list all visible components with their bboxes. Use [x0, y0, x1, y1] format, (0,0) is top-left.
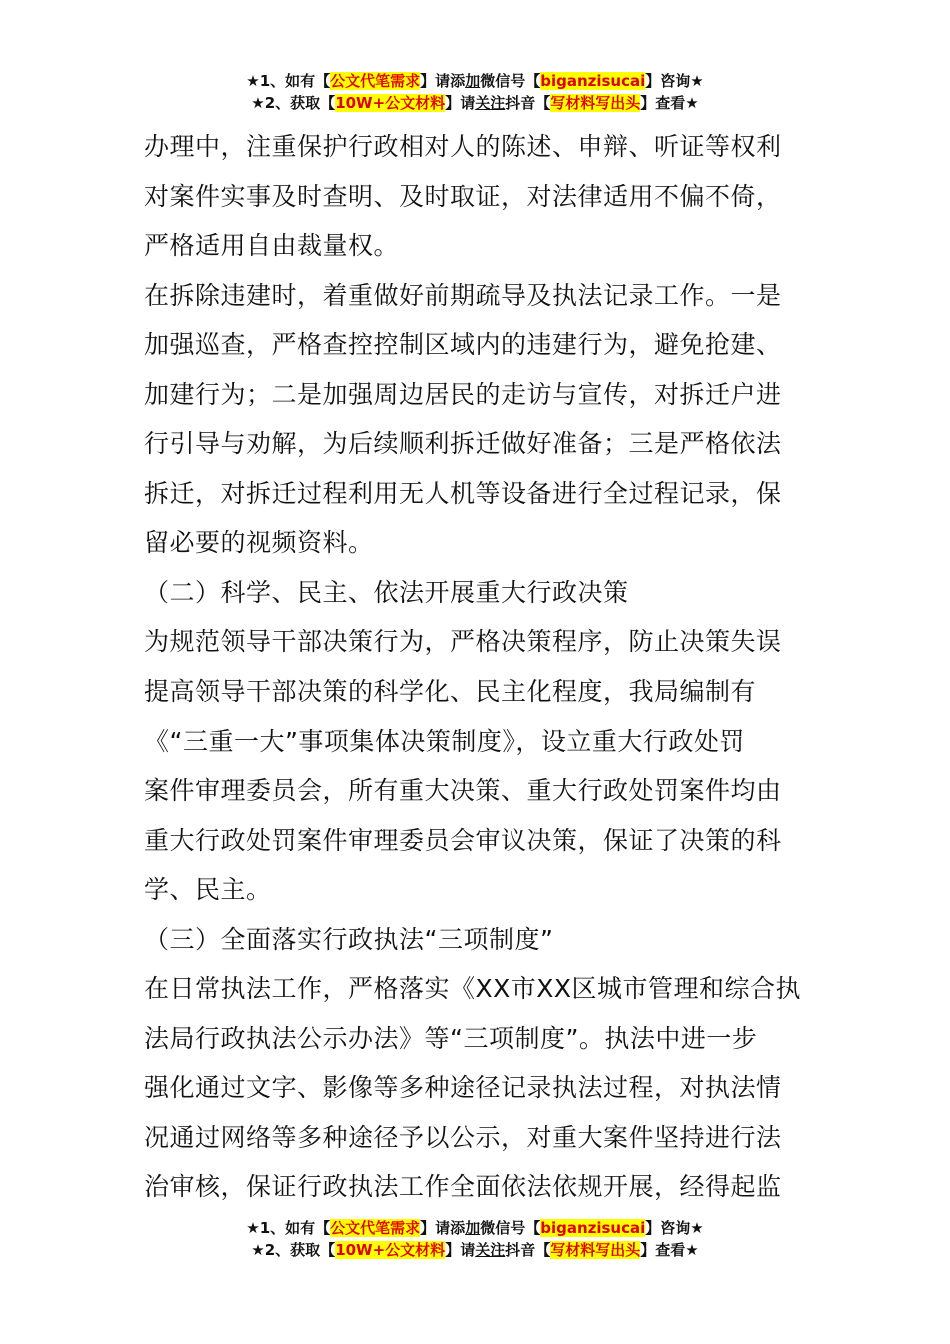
highlight-douyin-account: 写材料写出头 — [550, 1241, 641, 1259]
body-line: 在日常执法工作，严格落实《XX市XX区城市管理和综合执 — [144, 974, 802, 1004]
highlight-service: 公文代笔需求 — [330, 72, 421, 90]
section-heading: （三）全面落实行政执法“三项制度” — [144, 924, 554, 954]
body-line: 案件审理委员会，所有重大决策、重大行政处罚案件均由 — [144, 776, 782, 806]
body-line: 《“三重一大”事项集体决策制度》，设立重大行政处罚 — [144, 726, 745, 756]
section-heading: （二）科学、民主、依法开展重大行政决策 — [144, 577, 629, 607]
body-line: 重大行政处罚案件审理委员会审议决策，保证了决策的科 — [144, 825, 782, 855]
body-line: 严格适用自由裁量权。 — [144, 231, 400, 261]
body-line: 加建行为；二是加强周边居民的走访与宣传，对拆迁户进 — [144, 379, 782, 409]
document-body — [144, 122, 814, 1212]
highlight-materials: 10W+公文材料 — [335, 94, 446, 112]
banner-line-2: ★2、获取【10W+公文材料】请关注抖音【写材料写出头】查看★ — [251, 94, 699, 112]
header-banner — [0, 70, 950, 114]
body-line: 行引导与劝解，为后续顺利拆迁做好准备；三是严格依法 — [144, 429, 782, 459]
highlight-douyin-account: 写材料写出头 — [550, 94, 641, 112]
body-line: 学、民主。 — [144, 875, 272, 905]
banner-line-2: ★2、获取【10W+公文材料】请关注抖音【写材料写出头】查看★ — [251, 1241, 699, 1259]
highlight-materials: 10W+公文材料 — [335, 1241, 446, 1259]
body-line: 况通过网络等多种途径予以公示，对重大案件坚持进行法 — [144, 1122, 782, 1152]
body-line: 治审核，保证行政执法工作全面依法依规开展，经得起监 — [144, 1172, 782, 1202]
banner-line-1: ★1、如有【公文代笔需求】请添加微信号【biganzisucai】咨询★ — [246, 72, 704, 90]
body-line: 拆迁，对拆迁过程利用无人机等设备进行全过程记录，保 — [144, 478, 782, 508]
body-line: 对案件实事及时查明、及时取证，对法律适用不偏不倚， — [144, 181, 782, 211]
body-line: 法局行政执法公示办法》等“三项制度”。执法中进一步 — [144, 1023, 758, 1053]
footer-banner — [0, 1217, 950, 1261]
body-line: 办理中，注重保护行政相对人的陈述、申辩、听证等权利 — [144, 132, 782, 161]
body-line: 在拆除违建时，着重做好前期疏导及执法记录工作。一是 — [144, 280, 782, 310]
highlight-wechat-id: biganzisucai — [540, 1219, 646, 1237]
highlight-wechat-id: biganzisucai — [540, 72, 646, 90]
body-line: 为规范领导干部决策行为，严格决策程序，防止决策失误 — [144, 627, 782, 657]
banner-line-1: ★1、如有【公文代笔需求】请添加微信号【biganzisucai】咨询★ — [246, 1219, 704, 1237]
body-line: 加强巡查，严格查控控制区域内的违建行为，避免抢建、 — [144, 330, 782, 360]
body-line: 强化通过文字、影像等多种途径记录执法过程，对执法情 — [144, 1073, 782, 1103]
body-line: 提高领导干部决策的科学化、民主化程度，我局编制有 — [144, 677, 757, 707]
body-line: 留必要的视频资料。 — [144, 528, 374, 558]
highlight-service: 公文代笔需求 — [330, 1219, 421, 1237]
